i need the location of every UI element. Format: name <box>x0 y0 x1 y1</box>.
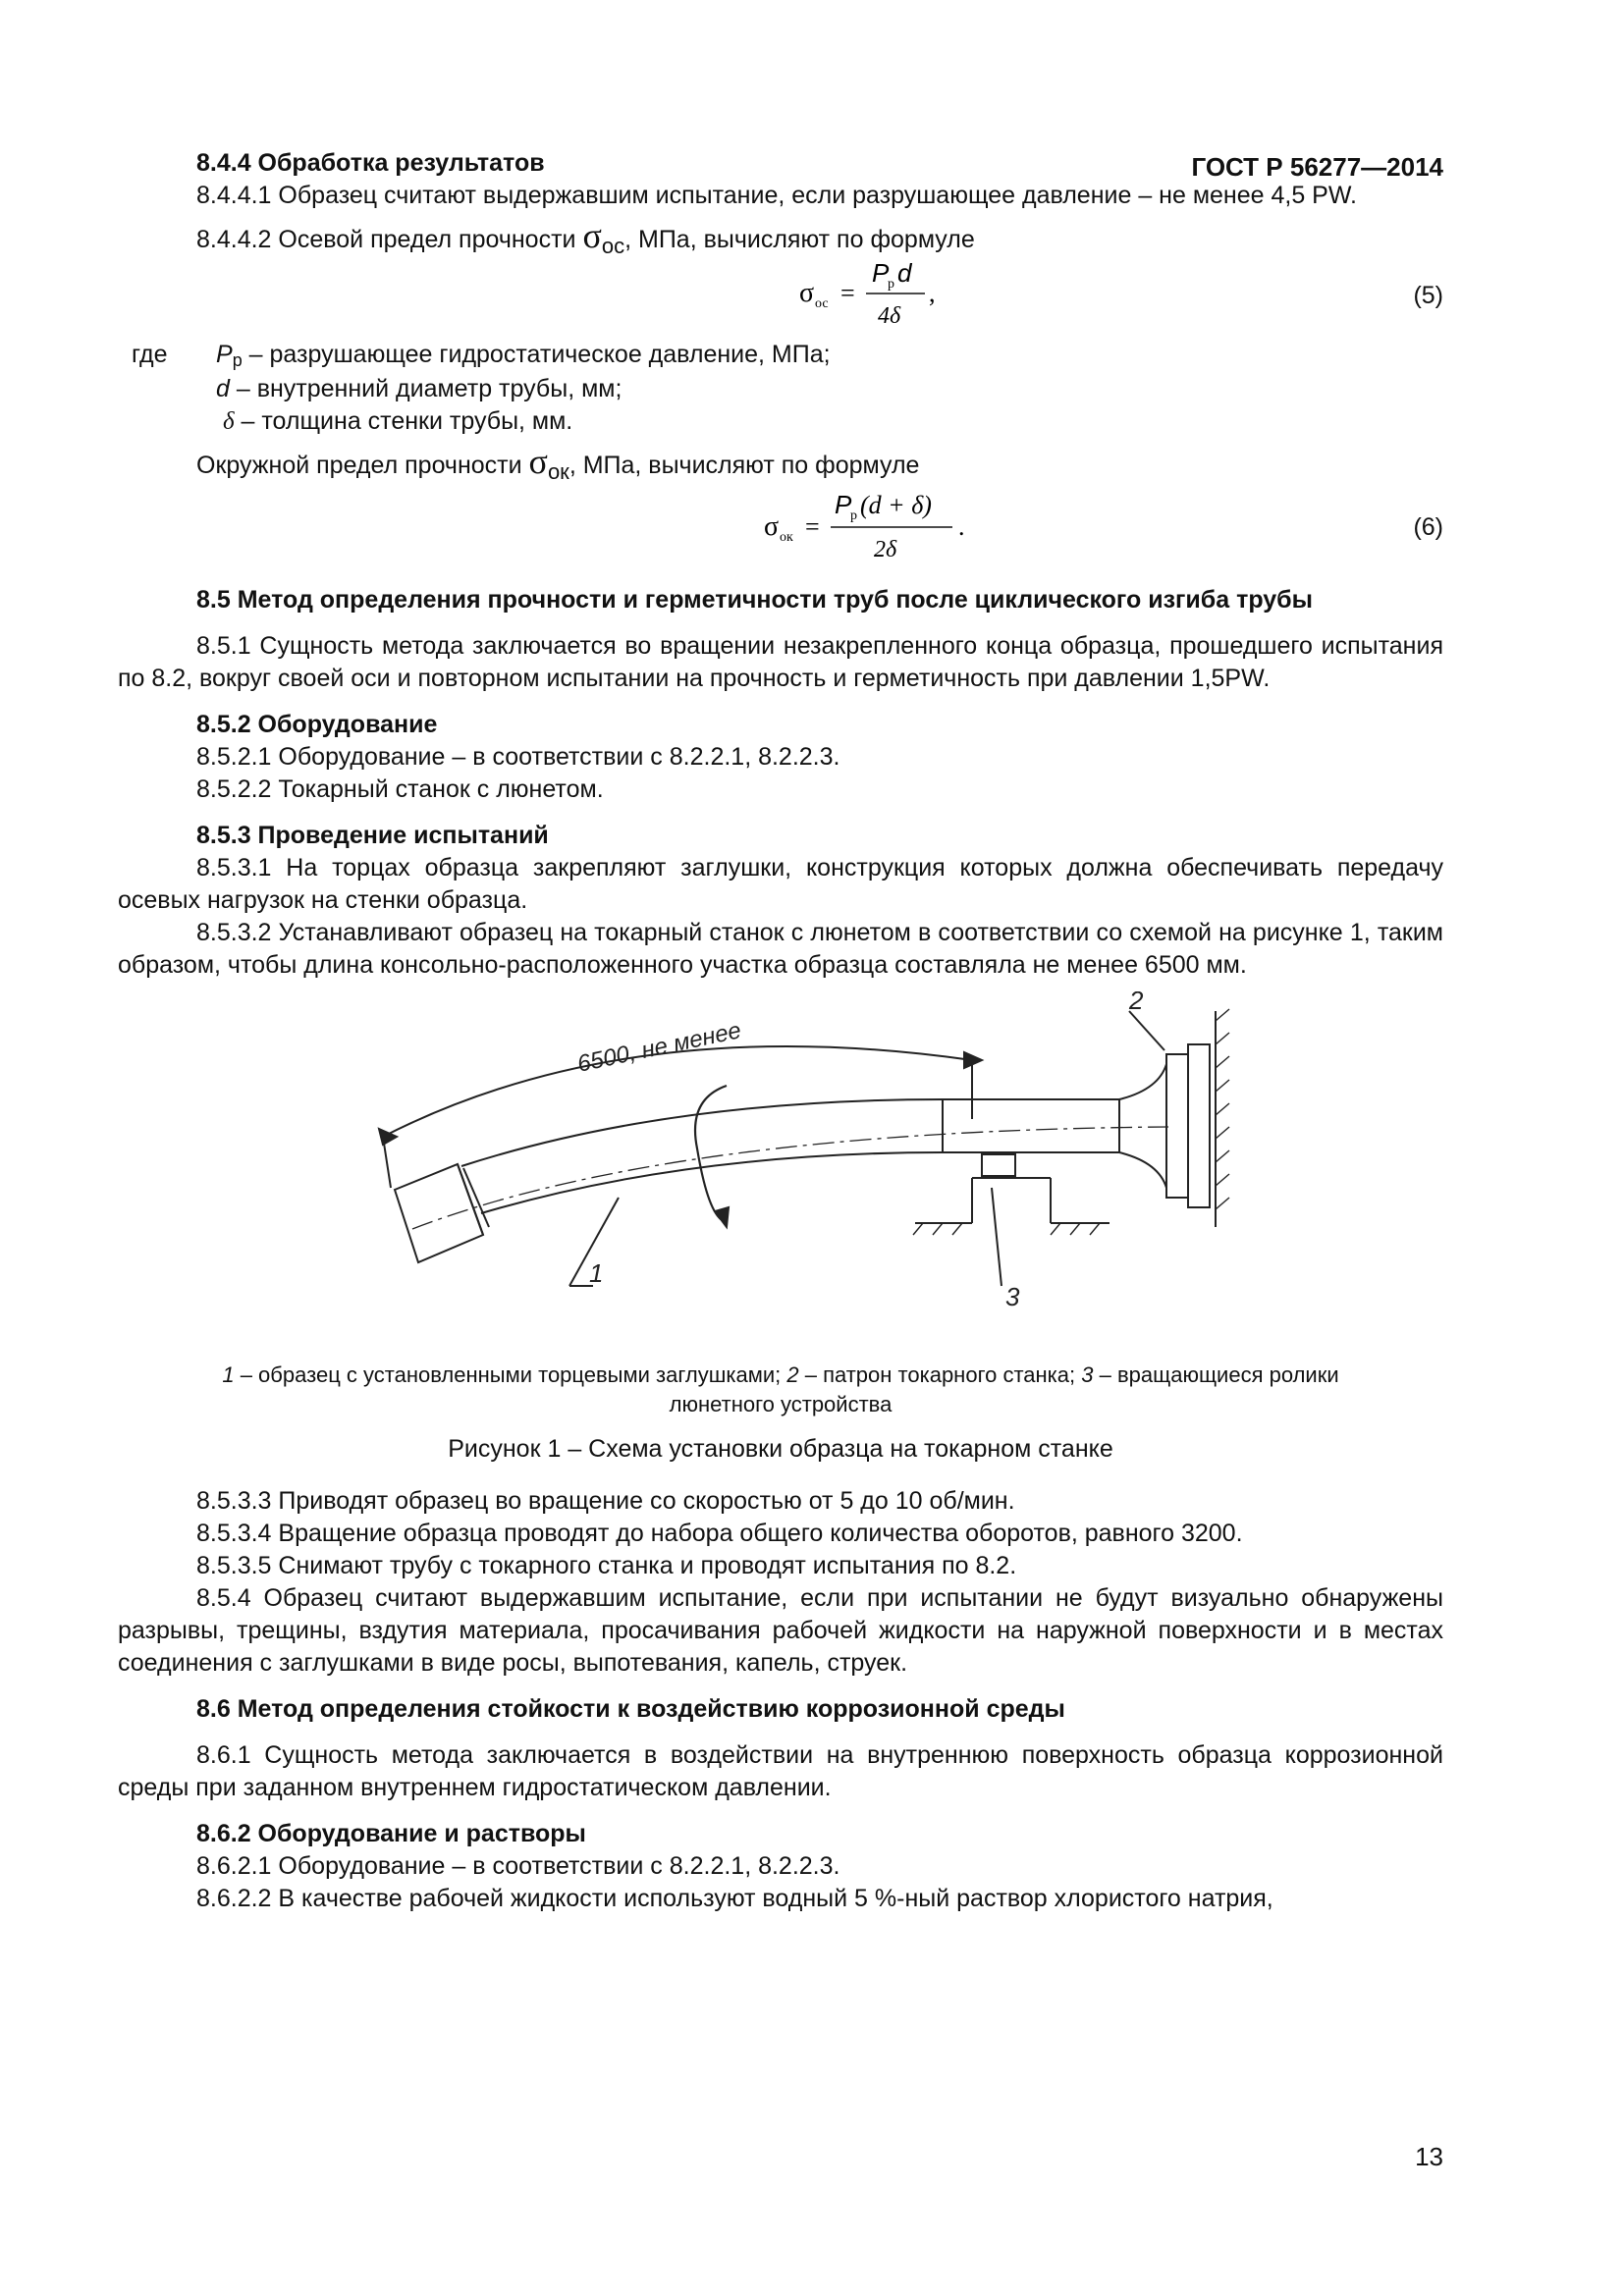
label-1: 1 <box>589 1258 604 1288</box>
section-title-8-5: 8.5 Метод определения прочности и герметичности труб после циклического изгиба трубы <box>196 586 1313 614</box>
section-title-8-5-3: 8.5.3 Проведение испытаний <box>196 822 549 849</box>
paragraph-8-6-2-1: 8.6.2.1 Оборудование – в соответствии с 8.2.2.1, 8.2.2.3. <box>196 1852 840 1880</box>
figure-title: Рисунок 1 – Схема установки образца на токарном станке <box>448 1435 1113 1463</box>
equation-number-6: (6) <box>1413 513 1443 541</box>
lathe-chuck <box>1166 1054 1188 1198</box>
svg-text:=: = <box>805 512 820 541</box>
rotation-arrow <box>695 1086 727 1219</box>
figure-1 <box>118 991 1443 1355</box>
paragraph-8-5-3-1: 8.5.3.1 На торцах образца закрепляют заглушки, конструкция которых должна обеспечивать передачу осевых нагрузок на стенки образца. <box>118 854 1443 914</box>
svg-text:σ: σ <box>799 278 815 308</box>
formula-5 <box>118 256 1443 339</box>
paragraph-8-5-3-4: 8.5.3.4 Вращение образца проводят до набора общего количества оборотов, равного 3200. <box>196 1520 1243 1547</box>
paragraph-8-5-2-2: 8.5.2.2 Токарный станок с люнетом. <box>196 775 604 803</box>
section-title-8-6: 8.6 Метод определения стойкости к воздействию коррозионной среды <box>196 1695 1065 1723</box>
svg-text:d: d <box>897 258 912 288</box>
formula-5-graphic <box>668 256 982 339</box>
paragraph-8-5-3-2: 8.5.3.2 Устанавливают образец на токарный станок с люнетом в соответствии со схемой на рисунке 1, таким образом, чтобы длина консольно-расположенного участка образца составляла не менее 6500 мм. <box>118 919 1443 979</box>
paragraph-8-5-3-3: 8.5.3.3 Приводят образец во вращение со скоростью от 5 до 10 об/мин. <box>196 1487 1015 1515</box>
paragraph-8-5-4: 8.5.4 Образец считают выдержавшим испытание, если при испытании не будут визуально обнаружены разрывы, трещины, вздутия материала, просачивания рабочей жидкости на наружной поверхности и в местах соединения с заглушками в виде росы, выпотевания, капель, струек. <box>118 1584 1443 1677</box>
formula-6 <box>118 482 1443 570</box>
lathe-setup-diagram <box>118 991 1443 1355</box>
steady-rest-rollers <box>982 1154 1015 1176</box>
svg-text:P: P <box>872 258 890 288</box>
leader-2 <box>1129 1011 1164 1050</box>
svg-text:=: = <box>840 279 855 307</box>
paragraph-circ-strength: Окружной предел прочности σок, МПа, вычисляют по формуле <box>196 442 920 484</box>
svg-text:(d + δ): (d + δ) <box>860 491 932 519</box>
label-2: 2 <box>1129 991 1144 1015</box>
sigma-symbol: σ <box>582 216 602 255</box>
svg-text:P: P <box>835 490 852 519</box>
leader-3 <box>992 1188 1001 1286</box>
svg-text:ок: ок <box>780 530 793 545</box>
paragraph-8-6-2-2: 8.6.2.2 В качестве рабочей жидкости используют водный 5 %-ный раствор хлористого натрия, <box>196 1885 1273 1912</box>
paragraph-8-5-3-5: 8.5.3.5 Снимают трубу с токарного станка и проводят испытания по 8.2. <box>196 1552 1017 1579</box>
paragraph-8-5-1: 8.5.1 Сущность метода заключается во вращении незакрепленного конца образца, прошедшего испытания по 8.2, вокруг своей оси и повторном испытании на прочность и герметичность при давлении 1,5PW. <box>118 632 1443 692</box>
document-code: ГОСТ Р 56277—2014 <box>1191 152 1443 182</box>
equation-number-5: (5) <box>1413 282 1443 309</box>
paragraph-8-6-1: 8.6.1 Сущность метода заключается в воздействии на внутреннюю поверхность образца коррозионной среды при заданном внутреннем гидростатическом давлении. <box>118 1741 1443 1801</box>
svg-text:2δ: 2δ <box>874 537 897 562</box>
page-body <box>118 147 1443 1915</box>
section-title-8-5-2: 8.5.2 Оборудование <box>196 711 438 738</box>
svg-text:,: , <box>929 279 936 307</box>
paragraph-8-5-2-1: 8.5.2.1 Оборудование – в соответствии с 8.2.2.1, 8.2.2.3. <box>196 743 840 771</box>
paragraph-8-4-4-1: 8.4.4.1 Образец считают выдержавшим испытание, если разрушающее давление – не менее 4,5 PW. <box>196 182 1358 209</box>
figure-legend: 1 – образец с установленными торцевыми заглушками; 2 – патрон токарного станка; 3 – вращающиеся ролики люнетного устройства <box>222 1362 1339 1416</box>
page-number: 13 <box>1415 2142 1443 2171</box>
svg-text:.: . <box>958 512 965 541</box>
section-title-8-6-2: 8.6.2 Оборудование и растворы <box>196 1820 586 1847</box>
svg-text:p: p <box>888 277 894 292</box>
formula-6-graphic <box>668 482 982 570</box>
center-line <box>412 1127 1168 1229</box>
pipe-upper-edge <box>461 1099 943 1166</box>
sigma-symbol: σ <box>528 442 548 481</box>
svg-text:p: p <box>850 508 857 523</box>
svg-text:4δ: 4δ <box>878 303 901 329</box>
paragraph-8-4-4-2: 8.4.4.2 Осевой предел прочности σос, МПа, вычисляют по формуле <box>196 216 975 258</box>
dimension-label: 6500, не менее <box>574 1017 744 1078</box>
end-plug <box>395 1164 483 1262</box>
where-block-5: где Pp – разрушающее гидростатическое давление, МПа; d – внутренний диаметр трубы, мм; δ – толщина стенки трубы, мм. <box>132 341 831 435</box>
label-3: 3 <box>1005 1282 1020 1311</box>
svg-text:σ: σ <box>764 511 780 542</box>
svg-text:ос: ос <box>815 296 829 311</box>
section-title-8-4-4: 8.4.4 Обработка результатов <box>196 149 545 177</box>
dimension-arc <box>383 1046 972 1137</box>
